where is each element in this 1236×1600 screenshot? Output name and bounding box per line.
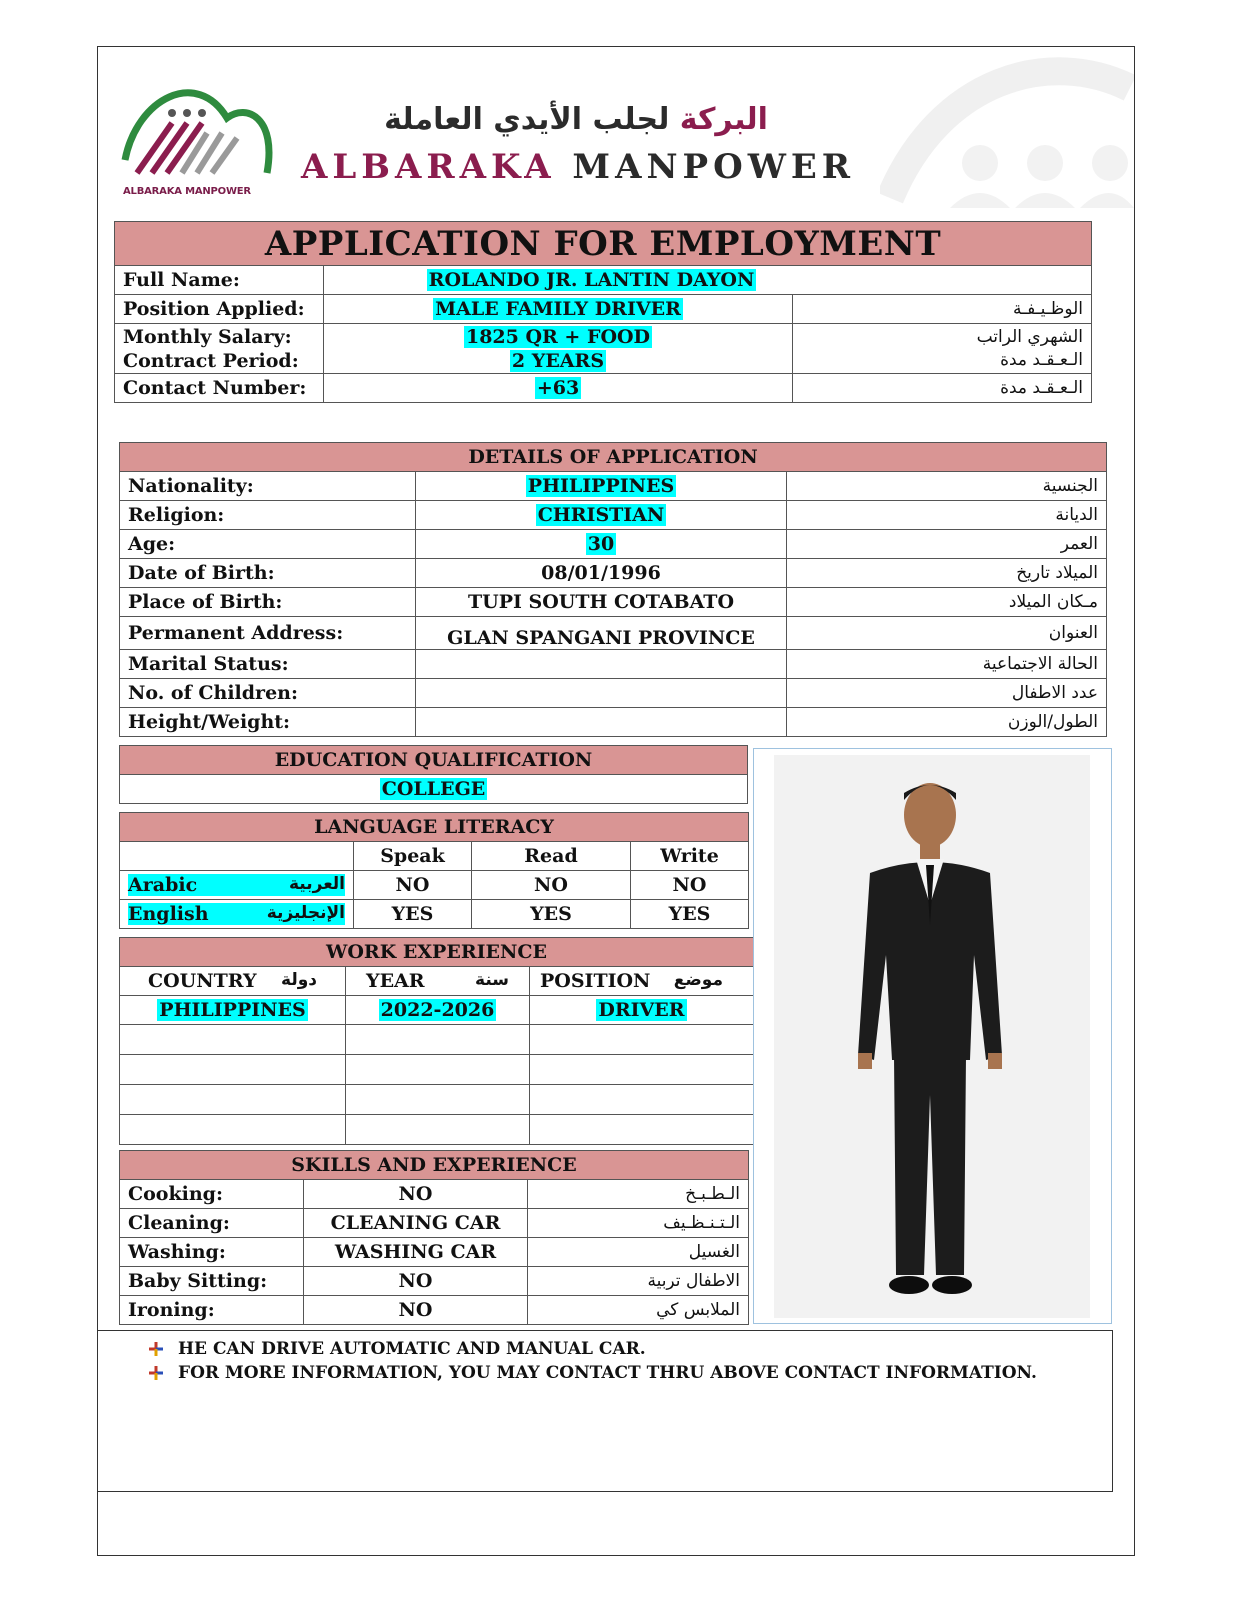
baby-sitting-arabic-label: الاطفال تربية — [528, 1267, 749, 1296]
education-value: COLLEGE — [381, 778, 486, 800]
col-position — [530, 967, 754, 996]
children-arabic-label: عدد الاطفال — [787, 679, 1107, 708]
baby-sitting-label: Baby Sitting: — [120, 1267, 304, 1296]
note-text: FOR MORE INFORMATION, YOU MAY CONTACT THRU ABOVE CONTACT INFORMATION. — [178, 1363, 1037, 1383]
contact-arabic-label: الـعـقـد مدة — [793, 374, 1092, 403]
cooking-arabic-label: الـطـبـخ — [528, 1180, 749, 1209]
birthplace-arabic-label: مـكان الميلاد — [787, 588, 1107, 617]
washing-arabic-label: الغسيل — [528, 1238, 749, 1267]
address-arabic-label: العنوان — [787, 617, 1107, 650]
language-corner-cell — [120, 842, 354, 871]
salary-contract-values — [324, 324, 793, 374]
details-table — [119, 442, 1107, 737]
nationality-arabic-label: الجنسية — [787, 472, 1107, 501]
cleaning-arabic-label: الـتـنـظـيف — [528, 1209, 749, 1238]
contract-label: Contract Period: — [123, 349, 299, 372]
col-read: Read — [472, 842, 631, 871]
marital-status-arabic-label: الحالة الاجتماعية — [787, 650, 1107, 679]
applicant-photo — [774, 755, 1090, 1318]
religion-value: CHRISTIAN — [537, 504, 665, 526]
contract-value: 2 YEARS — [511, 349, 605, 372]
birthplace-label: Place of Birth: — [120, 588, 416, 617]
religion-label: Religion: — [120, 501, 416, 530]
education-header: EDUCATION QUALIFICATION — [120, 746, 748, 775]
children-label: No. of Children: — [120, 679, 416, 708]
person-in-suit-icon — [774, 755, 1090, 1318]
education-table — [119, 745, 748, 804]
col-speak: Speak — [354, 842, 472, 871]
brand-arabic-accent: البركة — [679, 102, 768, 137]
dob-value: 08/01/1996 — [416, 559, 787, 588]
position-value: MALE FAMILY DRIVER — [435, 298, 681, 320]
position-cell — [324, 295, 793, 324]
age-value: 30 — [587, 533, 615, 555]
birthplace-value: TUPI SOUTH COTABATO — [416, 588, 787, 617]
brand-english-name — [301, 147, 855, 187]
baby-sitting-value: NO — [304, 1267, 528, 1296]
arabic-language-en: Arabic — [128, 874, 198, 896]
note-text: HE CAN DRIVE AUTOMATIC AND MANUAL CAR. — [178, 1339, 646, 1359]
summary-table — [114, 221, 1092, 403]
religion-cell — [416, 501, 787, 530]
nationality-label: Nationality: — [120, 472, 416, 501]
work-position: DRIVER — [598, 999, 685, 1021]
dob-label: Date of Birth: — [120, 559, 416, 588]
cleaning-label: Cleaning: — [120, 1209, 304, 1238]
marital-status-value — [416, 650, 787, 679]
table-row — [120, 1025, 754, 1055]
english-write: YES — [631, 900, 749, 929]
col-year-label: YEAR — [366, 970, 425, 992]
age-label: Age: — [120, 530, 416, 559]
note-item — [178, 1339, 646, 1359]
children-value — [416, 679, 787, 708]
col-position-label: POSITION — [540, 970, 651, 992]
contact-label: Contact Number: — [115, 374, 324, 403]
page-title: APPLICATION FOR EMPLOYMENT — [115, 222, 1092, 266]
work-country-cell — [120, 996, 346, 1025]
arabic-read: NO — [472, 871, 631, 900]
work-country: PHILIPPINES — [159, 999, 306, 1021]
education-cell — [120, 775, 748, 804]
washing-value: WASHING CAR — [304, 1238, 528, 1267]
note-item — [178, 1363, 1037, 1383]
contract-arabic-label: الـعـقـد مدة — [1000, 349, 1084, 370]
col-country-label: COUNTRY — [148, 970, 257, 992]
watermark-logo-icon — [880, 48, 1134, 208]
table-row — [120, 1085, 754, 1115]
marital-status-label: Marital Status: — [120, 650, 416, 679]
skills-header: SKILLS AND EXPERIENCE — [120, 1151, 749, 1180]
arrow-bullet-icon — [148, 1341, 164, 1357]
col-year — [346, 967, 530, 996]
salary-contract-arabic — [793, 324, 1092, 374]
logo-caption: ALBARAKA MANPOWER — [123, 186, 251, 197]
arabic-language-cell — [120, 871, 354, 900]
salary-value: 1825 QR + FOOD — [465, 325, 651, 348]
brand-english-accent: ALBARAKA — [301, 147, 556, 187]
albaraka-logo-icon — [117, 78, 277, 198]
english-language-cell — [120, 900, 354, 929]
arabic-speak: NO — [354, 871, 472, 900]
col-country-ar: دولة — [281, 970, 317, 990]
cooking-label: Cooking: — [120, 1180, 304, 1209]
cleaning-value: CLEANING CAR — [304, 1209, 528, 1238]
work-year: 2022-2026 — [380, 999, 495, 1021]
language-header: LANGUAGE LITERACY — [120, 813, 749, 842]
height-weight-value — [416, 708, 787, 737]
salary-arabic-label: الشهري الراتب — [976, 326, 1084, 347]
position-label: Position Applied: — [115, 295, 324, 324]
dob-arabic-label: الميلاد تاريخ — [787, 559, 1107, 588]
col-position-ar: موضع — [673, 970, 723, 990]
height-weight-arabic-label: الطول/الوزن — [787, 708, 1107, 737]
ironing-value: NO — [304, 1296, 528, 1325]
full-name-value: ROLANDO JR. LANTIN DAYON — [428, 269, 755, 291]
work-position-cell — [530, 996, 754, 1025]
full-name-cell — [324, 266, 1092, 295]
salary-label: Monthly Salary: — [123, 325, 292, 348]
ironing-arabic-label: الملابس كي — [528, 1296, 749, 1325]
full-name-label: Full Name: — [115, 266, 324, 295]
nationality-cell — [416, 472, 787, 501]
arabic-language-ar: العربية — [288, 874, 345, 894]
english-language-ar: الإنجليزية — [266, 903, 345, 923]
washing-label: Washing: — [120, 1238, 304, 1267]
work-year-cell — [346, 996, 530, 1025]
notes-box — [97, 1330, 1113, 1492]
arrow-bullet-icon — [148, 1365, 164, 1381]
cooking-value: NO — [304, 1180, 528, 1209]
table-row — [120, 1115, 754, 1145]
address-value: GLAN SPANGANI PROVINCE — [416, 617, 787, 650]
address-label: Permanent Address: — [120, 617, 416, 650]
age-cell — [416, 530, 787, 559]
religion-arabic-label: الديانة — [787, 501, 1107, 530]
col-year-ar: سنة — [475, 970, 509, 990]
col-write: Write — [631, 842, 749, 871]
language-table — [119, 812, 749, 929]
age-arabic-label: العمر — [787, 530, 1107, 559]
height-weight-label: Height/Weight: — [120, 708, 416, 737]
brand-arabic-name — [296, 102, 856, 137]
brand-english-rest: MANPOWER — [555, 147, 856, 187]
applicant-photo-frame — [753, 748, 1112, 1324]
ironing-label: Ironing: — [120, 1296, 304, 1325]
position-arabic-label: الوظـيـفـة — [793, 295, 1092, 324]
work-table — [119, 937, 754, 1145]
brand-arabic-rest: لجلب الأيدي العاملة — [384, 102, 680, 137]
salary-contract-labels — [115, 324, 324, 374]
work-header: WORK EXPERIENCE — [120, 938, 754, 967]
table-row — [120, 1055, 754, 1085]
contact-cell — [324, 374, 793, 403]
contact-value: +63 — [536, 377, 580, 399]
english-read: YES — [472, 900, 631, 929]
col-country — [120, 967, 346, 996]
english-language-en: English — [128, 903, 209, 925]
skills-table — [119, 1150, 749, 1325]
nationality-value: PHILIPPINES — [527, 475, 675, 497]
details-header: DETAILS OF APPLICATION — [120, 443, 1107, 472]
arabic-write: NO — [631, 871, 749, 900]
english-speak: YES — [354, 900, 472, 929]
